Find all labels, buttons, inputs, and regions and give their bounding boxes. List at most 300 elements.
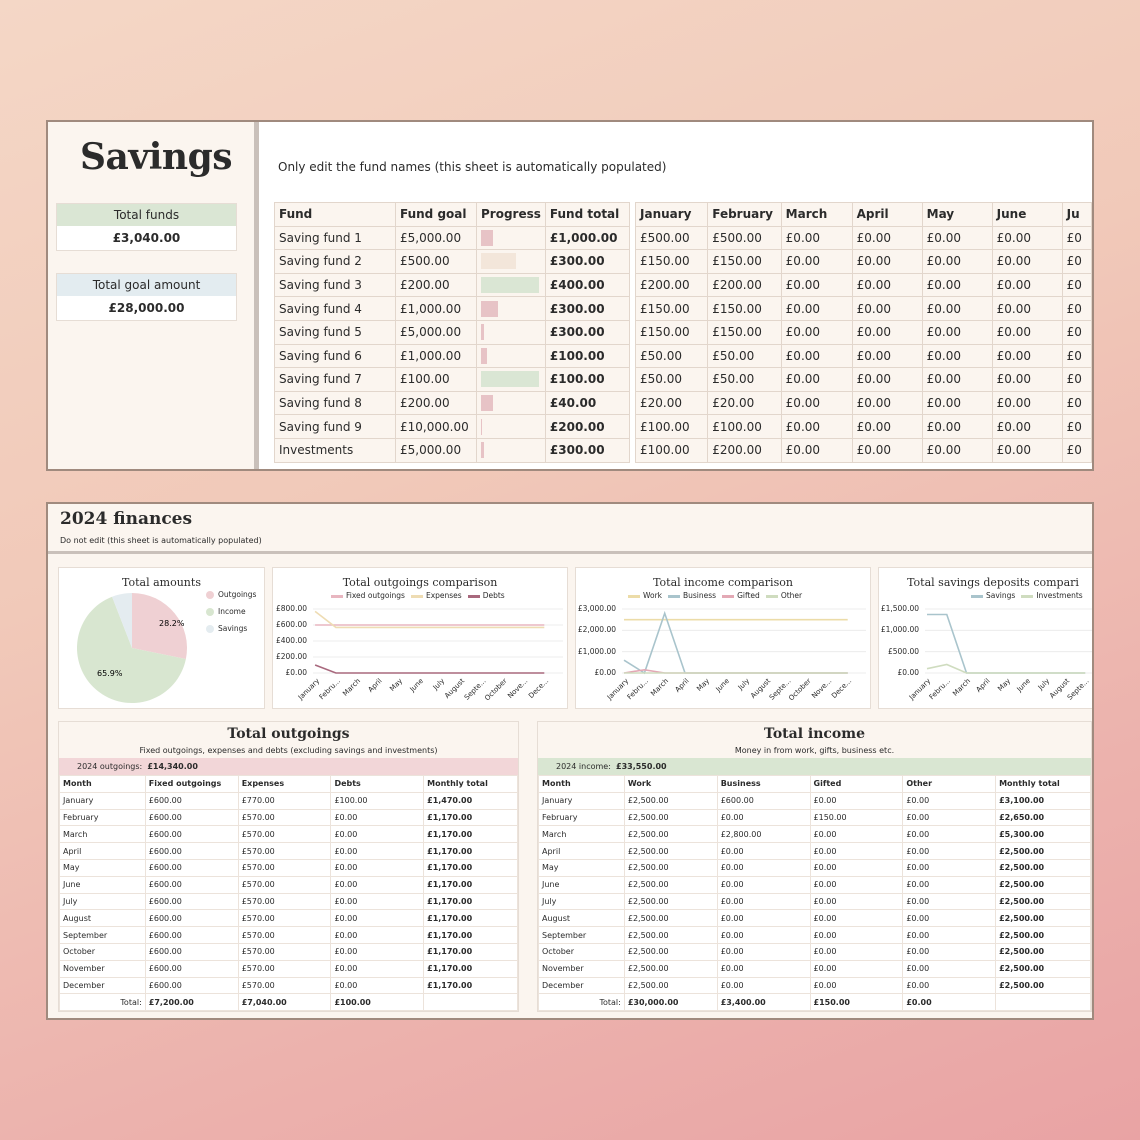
table-row [539, 943, 1091, 960]
y-tick-label: £2,000.00 [577, 625, 616, 635]
month-cell: January [539, 792, 625, 809]
month-cell: September [60, 927, 146, 944]
fund-name-cell[interactable]: Saving fund 6 [275, 344, 396, 368]
table-row [60, 792, 518, 809]
month-value-cell: £50.00 [636, 368, 708, 392]
fund-total-cell: £400.00 [545, 273, 629, 297]
value-cell: £0.00 [810, 826, 903, 843]
income-total-band: 2024 income: £33,550.00 [538, 758, 1091, 775]
value-cell: £600.00 [145, 843, 238, 860]
value-cell: £100.00 [331, 792, 424, 809]
month-value-cell: £0.00 [922, 273, 992, 297]
series-line-investments[interactable] [927, 665, 1085, 674]
value-cell: £0.00 [903, 826, 996, 843]
value-cell: £0.00 [810, 960, 903, 977]
month-value-cell: £0.00 [781, 297, 852, 321]
month-row [636, 320, 1092, 344]
income-subtitle: Money in from work, gifts, business etc. [538, 744, 1091, 758]
value-cell: £0.00 [331, 910, 424, 927]
month-value-cell: £0 [1062, 368, 1091, 392]
fund-total-cell: £300.00 [545, 250, 629, 274]
fund-goal-cell: £200.00 [396, 273, 477, 297]
x-tick-label: October [787, 677, 813, 703]
month-value-cell: £0.00 [992, 297, 1062, 321]
value-cell: £2,500.00 [624, 960, 717, 977]
total-income-section [537, 721, 1092, 1012]
month-value-cell: £20.00 [636, 391, 708, 415]
fund-row [275, 297, 630, 321]
table-row [539, 927, 1091, 944]
income-title: Total income [538, 722, 1091, 744]
value-cell: £2,500.00 [624, 927, 717, 944]
month-cell: March [60, 826, 146, 843]
month-cell: May [60, 859, 146, 876]
value-cell: £0.00 [717, 859, 810, 876]
outgoings-comparison-chart[interactable] [272, 567, 568, 709]
x-tick-label: March [951, 677, 973, 698]
fund-name-cell[interactable]: Saving fund 2 [275, 250, 396, 274]
x-tick-label: July [1036, 677, 1052, 692]
totals-cell: £3,400.00 [717, 994, 810, 1011]
month-row [636, 391, 1092, 415]
month-cell: April [60, 843, 146, 860]
x-tick-label: June [714, 677, 732, 694]
title-divider [48, 551, 1092, 554]
value-cell: £0.00 [717, 943, 810, 960]
value-cell: £2,500.00 [996, 927, 1091, 944]
totals-cell: £150.00 [810, 994, 903, 1011]
month-value-cell: £150.00 [708, 297, 781, 321]
legend-item: Other [766, 591, 802, 600]
y-tick-label: £0.00 [594, 668, 616, 677]
value-cell: £2,500.00 [996, 943, 1091, 960]
month-cell: July [539, 893, 625, 910]
column-header: Month [539, 776, 625, 793]
total-funds-label: Total funds [57, 204, 236, 226]
month-value-cell: £0.00 [852, 320, 922, 344]
value-cell: £2,500.00 [996, 960, 1091, 977]
progress-bar [481, 419, 482, 435]
fund-goal-cell: £1,000.00 [396, 297, 477, 321]
pie-legend [206, 590, 256, 633]
table-row [60, 826, 518, 843]
month-cell: March [539, 826, 625, 843]
month-value-cell: £0 [1062, 391, 1091, 415]
monthly-deposits-table [635, 202, 1092, 463]
value-cell: £600.00 [145, 876, 238, 893]
value-cell: £0.00 [717, 843, 810, 860]
month-value-cell: £0.00 [922, 250, 992, 274]
value-cell: £770.00 [238, 792, 331, 809]
fund-goal-cell: £200.00 [396, 391, 477, 415]
fund-goal-cell: £10,000.00 [396, 415, 477, 439]
y-tick-label: £0.00 [285, 668, 307, 677]
x-tick-label: April [673, 677, 691, 694]
fund-goal-cell: £1,000.00 [396, 344, 477, 368]
month-value-cell: £150.00 [708, 320, 781, 344]
legend-item: Savings [971, 591, 1015, 600]
progress-bar [481, 371, 539, 387]
value-cell: £0.00 [717, 960, 810, 977]
month-value-cell: £0.00 [922, 297, 992, 321]
month-cell: April [539, 843, 625, 860]
month-value-cell: £0.00 [992, 250, 1062, 274]
month-value-cell: £0.00 [852, 297, 922, 321]
month-value-cell: £0 [1062, 415, 1091, 439]
value-cell: £0.00 [810, 876, 903, 893]
savings-sheet [46, 120, 1094, 471]
x-tick-label: Febru... [317, 677, 342, 702]
month-row [636, 438, 1092, 462]
legend-outgoings: Outgoings [206, 590, 256, 599]
fund-row [275, 391, 630, 415]
month-header: February [708, 203, 781, 227]
value-cell: £1,170.00 [424, 960, 518, 977]
x-tick-label: Dece... [526, 677, 550, 701]
income-comparison-chart[interactable] [575, 567, 871, 709]
legend-savings: Savings [206, 624, 247, 633]
table-row [539, 910, 1091, 927]
month-header: Ju [1062, 203, 1091, 227]
month-value-cell: £0 [1062, 320, 1091, 344]
value-cell: £2,500.00 [624, 977, 717, 994]
value-cell: £600.00 [145, 859, 238, 876]
value-cell: £0.00 [717, 977, 810, 994]
series-line-business[interactable] [624, 613, 848, 673]
column-header: Fund total [545, 203, 629, 227]
column-header: Business [717, 776, 810, 793]
totals-label: Total: [539, 994, 625, 1011]
x-tick-label: May [995, 677, 1012, 693]
value-cell: £570.00 [238, 943, 331, 960]
fund-row [275, 250, 630, 274]
column-header: Monthly total [996, 776, 1091, 793]
fund-total-cell: £100.00 [545, 368, 629, 392]
fund-row [275, 273, 630, 297]
value-cell: £0.00 [810, 843, 903, 860]
value-cell: £0.00 [331, 943, 424, 960]
totals-cell: £0.00 [903, 994, 996, 1011]
month-cell: August [60, 910, 146, 927]
month-value-cell: £0.00 [852, 344, 922, 368]
month-value-cell: £0.00 [992, 226, 1062, 250]
month-cell: February [539, 809, 625, 826]
table-row [539, 876, 1091, 893]
fund-row [275, 320, 630, 344]
month-row [636, 250, 1092, 274]
series-line-savings[interactable] [927, 615, 1085, 674]
value-cell: £600.00 [717, 792, 810, 809]
month-value-cell: £0.00 [852, 391, 922, 415]
month-value-cell: £0.00 [922, 391, 992, 415]
value-cell: £3,100.00 [996, 792, 1091, 809]
value-cell: £0.00 [717, 893, 810, 910]
value-cell: £0.00 [331, 977, 424, 994]
income-table [538, 775, 1091, 1011]
value-cell: £0.00 [331, 927, 424, 944]
value-cell: £0.00 [903, 910, 996, 927]
table-row [60, 843, 518, 860]
progress-bar [481, 348, 487, 364]
value-cell: £600.00 [145, 910, 238, 927]
value-cell: £0.00 [903, 809, 996, 826]
value-cell: £0.00 [331, 843, 424, 860]
y-tick-label: £400.00 [275, 636, 307, 645]
y-tick-label: £3,000.00 [577, 604, 616, 613]
value-cell: £2,500.00 [996, 910, 1091, 927]
month-cell: June [539, 876, 625, 893]
month-cell: May [539, 859, 625, 876]
fund-total-cell: £300.00 [545, 438, 629, 462]
x-tick-label: January [605, 677, 630, 702]
savings-deposits-chart[interactable] [878, 567, 1094, 709]
month-value-cell: £150.00 [636, 250, 708, 274]
outgoings-subtitle: Fixed outgoings, expenses and debts (excluding savings and investments) [59, 744, 518, 758]
month-cell: November [60, 960, 146, 977]
month-header: January [636, 203, 708, 227]
table-row [60, 809, 518, 826]
x-tick-label: October [482, 677, 509, 703]
month-value-cell: £100.00 [636, 415, 708, 439]
table-row [60, 960, 518, 977]
total-goal-card [56, 273, 237, 321]
fund-total-cell: £300.00 [545, 297, 629, 321]
totals-cell: £30,000.00 [624, 994, 717, 1011]
progress-bar [481, 253, 516, 269]
x-tick-label: July [737, 677, 752, 692]
value-cell: £570.00 [238, 876, 331, 893]
fund-name-cell[interactable]: Saving fund 4 [275, 297, 396, 321]
table-row [60, 927, 518, 944]
value-cell: £0.00 [903, 927, 996, 944]
column-header: Other [903, 776, 996, 793]
pie-label-income: 65.9% [97, 669, 123, 678]
fund-total-cell: £200.00 [545, 415, 629, 439]
value-cell: £0.00 [810, 859, 903, 876]
value-cell: £1,170.00 [424, 927, 518, 944]
totals-row [539, 994, 1091, 1011]
value-cell: £150.00 [810, 809, 903, 826]
value-cell: £0.00 [810, 910, 903, 927]
fund-table [274, 202, 630, 463]
progress-cell [477, 250, 546, 274]
x-tick-label: Febru... [928, 677, 953, 702]
fund-name-cell[interactable]: Saving fund 7 [275, 368, 396, 392]
month-cell: November [539, 960, 625, 977]
value-cell: £1,170.00 [424, 843, 518, 860]
value-cell: £0.00 [810, 893, 903, 910]
progress-bar [481, 277, 539, 293]
progress-cell [477, 415, 546, 439]
series-line-debts[interactable] [315, 665, 544, 673]
legend-income: Income [206, 607, 246, 616]
progress-bar [481, 301, 498, 317]
table-row [539, 859, 1091, 876]
value-cell: £2,500.00 [624, 876, 717, 893]
progress-cell [477, 320, 546, 344]
finances-note: Do not edit (this sheet is automatically populated) [60, 536, 262, 545]
value-cell: £600.00 [145, 792, 238, 809]
value-cell: £1,170.00 [424, 977, 518, 994]
fund-name-cell[interactable]: Saving fund 9 [275, 415, 396, 439]
value-cell: £570.00 [238, 927, 331, 944]
value-cell: £0.00 [331, 893, 424, 910]
fund-goal-cell: £5,000.00 [396, 320, 477, 344]
finances-sheet [46, 502, 1094, 1020]
x-tick-label: Septe... [462, 677, 488, 702]
table-row [60, 876, 518, 893]
value-cell: £600.00 [145, 809, 238, 826]
month-value-cell: £0.00 [852, 226, 922, 250]
value-cell: £2,500.00 [996, 876, 1091, 893]
value-cell: £0.00 [331, 826, 424, 843]
y-tick-label: £1,000.00 [880, 625, 919, 635]
month-value-cell: £100.00 [636, 438, 708, 462]
savings-sidebar [48, 122, 254, 469]
fund-row [275, 438, 630, 462]
fund-name-cell[interactable]: Saving fund 8 [275, 391, 396, 415]
month-value-cell: £0.00 [852, 415, 922, 439]
value-cell: £0.00 [331, 809, 424, 826]
month-value-cell: £50.00 [636, 344, 708, 368]
totals-cell [424, 994, 518, 1011]
value-cell: £0.00 [717, 910, 810, 927]
total-funds-value: £3,040.00 [57, 226, 236, 250]
month-value-cell: £150.00 [636, 320, 708, 344]
month-value-cell: £50.00 [708, 344, 781, 368]
fund-goal-cell: £5,000.00 [396, 438, 477, 462]
legend-item: Expenses [411, 591, 462, 600]
value-cell: £570.00 [238, 977, 331, 994]
month-row [636, 273, 1092, 297]
progress-cell [477, 368, 546, 392]
value-cell: £600.00 [145, 960, 238, 977]
progress-bar [481, 230, 493, 246]
month-value-cell: £0.00 [781, 273, 852, 297]
month-value-cell: £0.00 [852, 273, 922, 297]
value-cell: £600.00 [145, 943, 238, 960]
fund-total-cell: £1,000.00 [545, 226, 629, 250]
value-cell: £0.00 [331, 876, 424, 893]
value-cell: £0.00 [903, 893, 996, 910]
legend-item: Investments [1021, 591, 1082, 600]
fund-row [275, 368, 630, 392]
column-header: Progress [477, 203, 546, 227]
month-value-cell: £0.00 [781, 415, 852, 439]
legend-item: Debts [468, 591, 505, 600]
outgoings-total-band: 2024 outgoings: £14,340.00 [59, 758, 518, 775]
x-tick-label: Septe... [767, 677, 793, 702]
total-goal-label: Total goal amount [57, 274, 236, 296]
fund-total-cell: £100.00 [545, 344, 629, 368]
x-tick-label: April [974, 677, 992, 694]
table-row [539, 792, 1091, 809]
month-value-cell: £0.00 [781, 368, 852, 392]
month-value-cell: £0.00 [922, 415, 992, 439]
month-value-cell: £0.00 [992, 438, 1062, 462]
value-cell: £570.00 [238, 893, 331, 910]
x-tick-label: August [749, 677, 773, 700]
chart-title: Total savings deposits compari [907, 576, 1079, 589]
x-tick-label: March [649, 677, 671, 698]
y-tick-label: £200.00 [275, 652, 307, 661]
x-tick-label: Nove... [809, 677, 834, 701]
fund-row [275, 344, 630, 368]
value-cell: £1,170.00 [424, 809, 518, 826]
total-amounts-chart[interactable] [58, 567, 265, 709]
dot-icon [206, 591, 214, 599]
table-row [539, 809, 1091, 826]
totals-cell: £7,200.00 [145, 994, 238, 1011]
column-header: Work [624, 776, 717, 793]
month-value-cell: £0.00 [992, 368, 1062, 392]
total-goal-value: £28,000.00 [57, 296, 236, 320]
month-value-cell: £500.00 [708, 226, 781, 250]
x-tick-label: Nove... [505, 677, 530, 701]
value-cell: £5,300.00 [996, 826, 1091, 843]
value-cell: £570.00 [238, 859, 331, 876]
progress-cell [477, 391, 546, 415]
month-header: March [781, 203, 852, 227]
value-cell: £2,500.00 [996, 893, 1091, 910]
chart-title: Total income comparison [653, 576, 793, 589]
progress-bar [481, 395, 493, 411]
month-value-cell: £0.00 [922, 368, 992, 392]
y-tick-label: £1,000.00 [577, 646, 616, 656]
fund-name-cell[interactable]: Saving fund 3 [275, 273, 396, 297]
month-value-cell: £0.00 [781, 438, 852, 462]
y-tick-label: £500.00 [887, 646, 919, 656]
month-value-cell: £0 [1062, 438, 1091, 462]
outgoings-table [59, 775, 518, 1011]
month-cell: October [60, 943, 146, 960]
month-value-cell: £0.00 [922, 226, 992, 250]
finances-title: 2024 finances [60, 509, 193, 529]
fund-name-cell[interactable]: Saving fund 1 [275, 226, 396, 250]
month-header: April [852, 203, 922, 227]
progress-cell [477, 438, 546, 462]
value-cell: £0.00 [903, 843, 996, 860]
pie-label-outgoings: 28.2% [159, 619, 185, 628]
edit-note: Only edit the fund names (this sheet is automatically populated) [278, 160, 667, 174]
x-tick-label: May [388, 677, 405, 693]
value-cell: £0.00 [903, 943, 996, 960]
x-tick-label: Febru... [625, 677, 651, 702]
legend-item: Work [628, 591, 662, 600]
month-row [636, 297, 1092, 321]
column-header: Month [60, 776, 146, 793]
legend-item: Business [668, 591, 716, 600]
value-cell: £0.00 [903, 792, 996, 809]
month-cell: January [60, 792, 146, 809]
value-cell: £2,500.00 [624, 859, 717, 876]
value-cell: £0.00 [810, 927, 903, 944]
fund-total-cell: £300.00 [545, 320, 629, 344]
month-cell: August [539, 910, 625, 927]
fund-name-cell[interactable]: Investments [275, 438, 396, 462]
value-cell: £570.00 [238, 960, 331, 977]
fund-name-cell[interactable]: Saving fund 5 [275, 320, 396, 344]
progress-bar [481, 324, 484, 340]
table-row [60, 859, 518, 876]
value-cell: £0.00 [717, 927, 810, 944]
column-header: Fixed outgoings [145, 776, 238, 793]
value-cell: £2,500.00 [624, 826, 717, 843]
month-value-cell: £0.00 [992, 415, 1062, 439]
value-cell: £0.00 [717, 876, 810, 893]
table-row [60, 910, 518, 927]
x-tick-label: June [408, 677, 425, 694]
